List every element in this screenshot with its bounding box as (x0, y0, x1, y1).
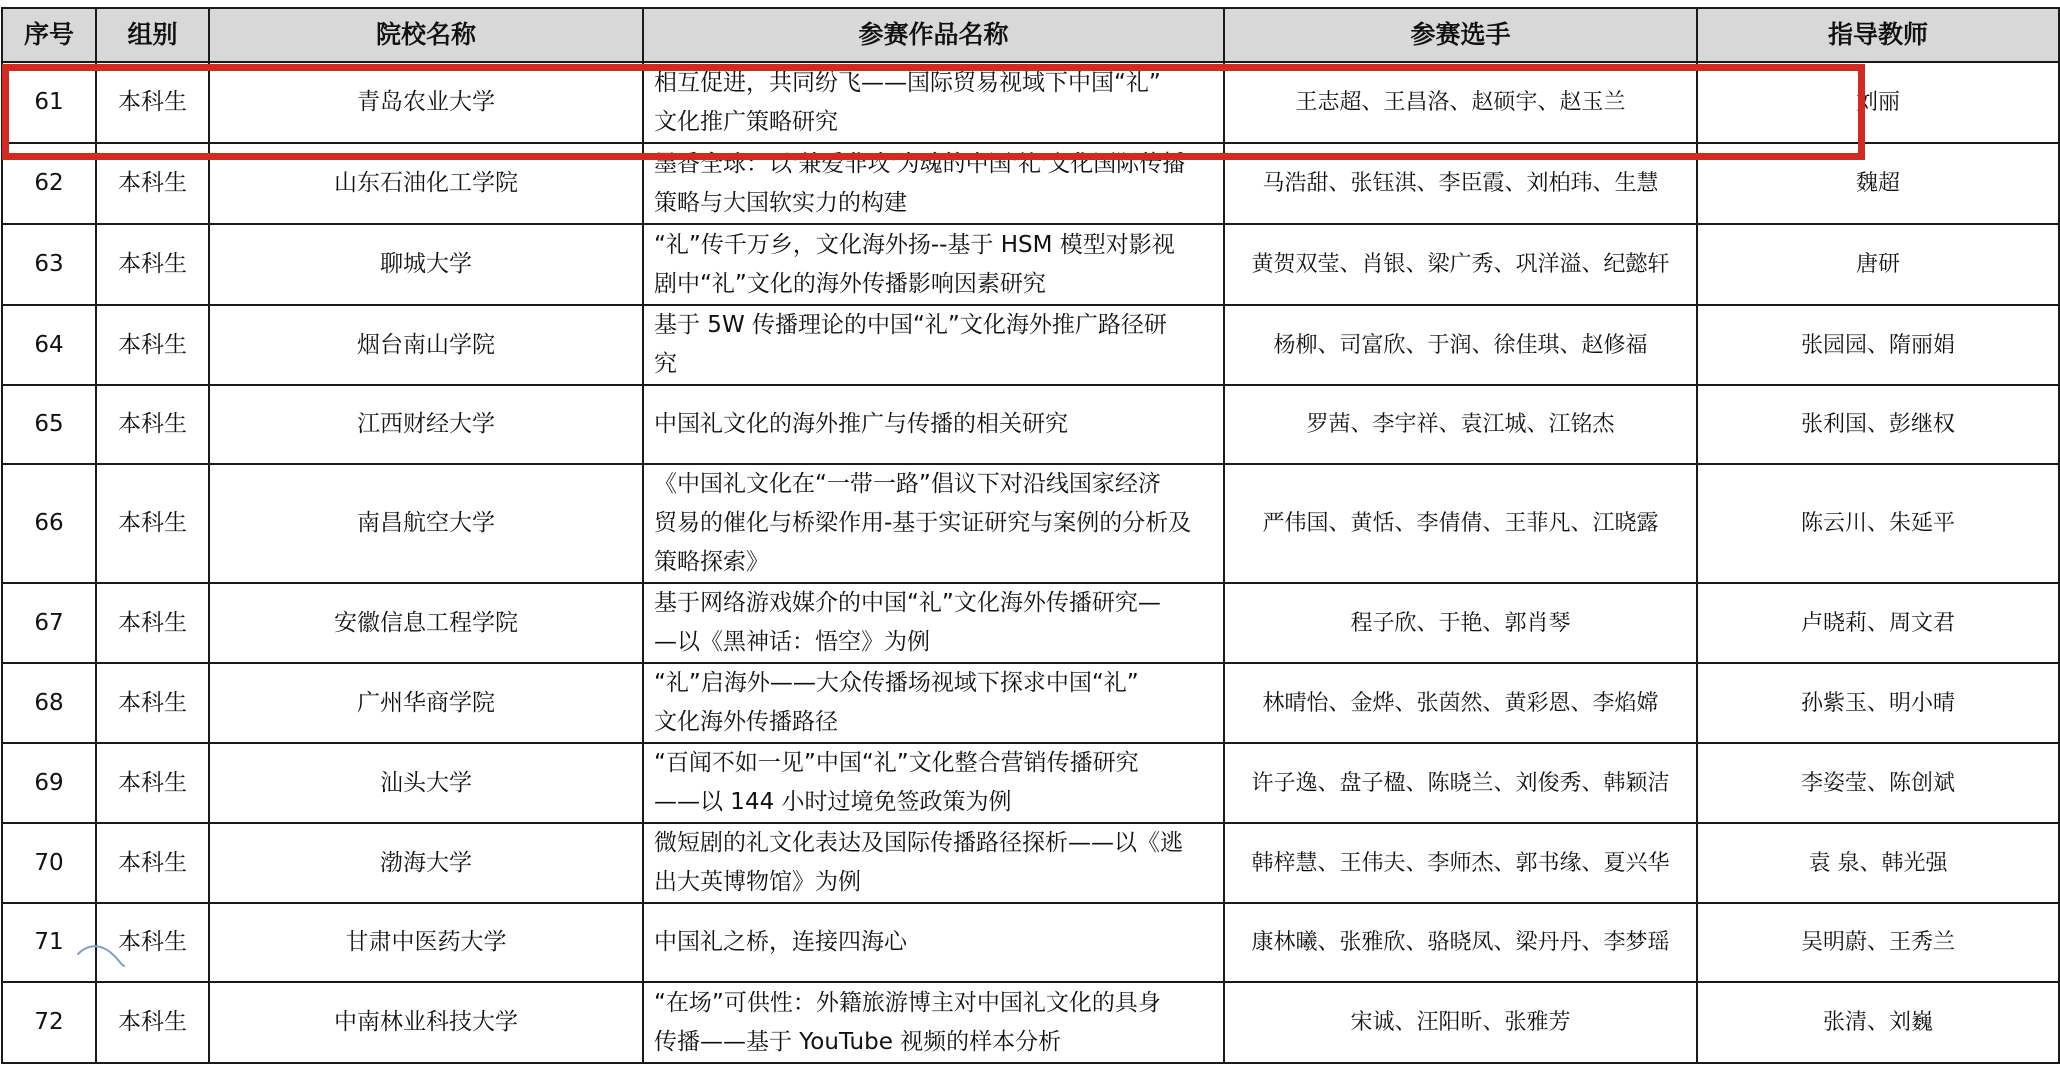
table-row (2, 143, 2059, 224)
table-row (2, 743, 2059, 823)
cell-group: 本科生 (96, 143, 209, 224)
cell-no: 63 (2, 224, 96, 305)
cell-members: 林晴怡、金烨、张茵然、黄彩恩、李焰嫦 (1224, 663, 1697, 743)
cell-no: 68 (2, 663, 96, 743)
cell-school: 聊城大学 (209, 224, 643, 305)
cell-members: 王志超、王昌洛、赵硕宇、赵玉兰 (1224, 62, 1697, 143)
cell-school: 烟台南山学院 (209, 305, 643, 385)
cell-advisor: 陈云川、朱延平 (1697, 464, 2059, 583)
cell-school: 中南林业科技大学 (209, 982, 643, 1063)
cell-no: 66 (2, 464, 96, 583)
cell-title (643, 823, 1224, 903)
cell-advisor: 张园园、隋丽娟 (1697, 305, 2059, 385)
cell-no: 67 (2, 583, 96, 663)
header-members: 参赛选手 (1224, 8, 1697, 62)
title-line: —以《黑神话：悟空》为例 (654, 629, 930, 655)
title-line: 策略探索》 (654, 549, 769, 575)
header-group: 组别 (96, 8, 209, 62)
header-school: 院校名称 (209, 8, 643, 62)
cell-group: 本科生 (96, 464, 209, 583)
header-advisor: 指导教师 (1697, 8, 2059, 62)
title-line: 传播——基于 YouTube 视频的样本分析 (654, 1028, 1062, 1055)
cell-school: 青岛农业大学 (209, 62, 643, 143)
cell-no: 69 (2, 743, 96, 823)
title-line: “礼”传千万乡，文化海外扬--基于 HSM 模型对影视 (654, 231, 1175, 258)
cell-no: 65 (2, 385, 96, 464)
table-row (2, 62, 2059, 143)
cell-advisor: 张利国、彭继权 (1697, 385, 2059, 464)
cell-group: 本科生 (96, 823, 209, 903)
cell-members: 韩梓慧、王伟夫、李师杰、郭书缘、夏兴华 (1224, 823, 1697, 903)
table-row (2, 663, 2059, 743)
cell-group: 本科生 (96, 583, 209, 663)
cell-advisor: 魏超 (1697, 143, 2059, 224)
title-line: 文化推广策略研究 (654, 108, 838, 135)
cell-group: 本科生 (96, 305, 209, 385)
cell-group: 本科生 (96, 903, 209, 982)
cell-title (643, 903, 1224, 982)
cell-title (643, 385, 1224, 464)
table-row (2, 224, 2059, 305)
cell-title (643, 464, 1224, 583)
title-line: 微短剧的礼文化表达及国际传播路径探析——以《逃 (654, 830, 1183, 856)
title-line: 相互促进，共同纷飞——国际贸易视域下中国“礼” (654, 69, 1161, 96)
title-line: 墨香全球：以'兼爱非攻'为魂的中国'礼'文化国际传播 (654, 150, 1186, 177)
cell-members: 黄贺双莹、肖银、梁广秀、巩洋溢、纪懿轩 (1224, 224, 1697, 305)
cell-group: 本科生 (96, 663, 209, 743)
cell-advisor: 袁 泉、韩光强 (1697, 823, 2059, 903)
cell-members: 程子欣、于艳、郭肖琴 (1224, 583, 1697, 663)
table-row (2, 982, 2059, 1063)
cell-group: 本科生 (96, 982, 209, 1063)
table-row (2, 305, 2059, 385)
cell-school: 江西财经大学 (209, 385, 643, 464)
title-line: “百闻不如一见”中国“礼”文化整合营销传播研究 (654, 750, 1139, 776)
title-line: 剧中“礼”文化的海外传播影响因素研究 (654, 270, 1046, 297)
table-row (2, 464, 2059, 583)
cell-title (643, 663, 1224, 743)
table-row (2, 823, 2059, 903)
title-line: 《中国礼文化在“一带一路”倡议下对沿线国家经济 (654, 471, 1161, 497)
cell-members: 罗茜、李宇祥、袁江城、江铭杰 (1224, 385, 1697, 464)
title-line: ——以 144 小时过境免签政策为例 (654, 789, 1012, 815)
cell-title (643, 982, 1224, 1063)
cell-advisor: 吴明蔚、王秀兰 (1697, 903, 2059, 982)
cell-members: 康林曦、张雅欣、骆晓凤、梁丹丹、李梦瑶 (1224, 903, 1697, 982)
title-line: 中国礼文化的海外推广与传播的相关研究 (654, 411, 1068, 437)
cell-school: 渤海大学 (209, 823, 643, 903)
cell-no: 62 (2, 143, 96, 224)
cell-title (643, 224, 1224, 305)
title-line: 究 (654, 351, 677, 377)
cell-title (643, 743, 1224, 823)
table-header (2, 8, 2059, 62)
header-no: 序号 (2, 8, 96, 62)
cell-title (643, 62, 1224, 143)
cell-no: 71 (2, 903, 96, 982)
cell-no: 72 (2, 982, 96, 1063)
cell-advisor: 刘丽 (1697, 62, 2059, 143)
title-line: 文化海外传播路径 (654, 709, 838, 735)
cell-advisor: 李姿莹、陈创斌 (1697, 743, 2059, 823)
title-line: “在场”可供性：外籍旅游博主对中国礼文化的具身 (654, 989, 1161, 1016)
title-line: 中国礼之桥，连接四海心 (654, 929, 907, 955)
cell-school: 安徽信息工程学院 (209, 583, 643, 663)
cell-advisor: 孙紫玉、明小晴 (1697, 663, 2059, 743)
cell-group: 本科生 (96, 385, 209, 464)
cell-school: 南昌航空大学 (209, 464, 643, 583)
title-line: 基于 5W 传播理论的中国“礼”文化海外推广路径研 (654, 312, 1167, 338)
cell-members: 杨柳、司富欣、于润、徐佳琪、赵修福 (1224, 305, 1697, 385)
cell-group: 本科生 (96, 743, 209, 823)
cell-members: 许子逸、盘子楹、陈晓兰、刘俊秀、韩颖洁 (1224, 743, 1697, 823)
cell-school: 甘肃中医药大学 (209, 903, 643, 982)
header-row (2, 8, 2059, 62)
cell-title (643, 305, 1224, 385)
title-line: 策略与大国软实力的构建 (654, 189, 907, 216)
cell-no: 61 (2, 62, 96, 143)
cell-members: 严伟国、黄恬、李倩倩、王菲凡、江晓露 (1224, 464, 1697, 583)
cell-advisor: 张清、刘巍 (1697, 982, 2059, 1063)
cell-members: 马浩甜、张钰淇、李臣霞、刘柏玮、生慧 (1224, 143, 1697, 224)
cell-title (643, 583, 1224, 663)
cell-no: 70 (2, 823, 96, 903)
title-line: 贸易的催化与桥梁作用-基于实证研究与案例的分析及 (654, 510, 1192, 536)
title-line: “礼”启海外——大众传播场视域下探求中国“礼” (654, 670, 1139, 696)
title-line: 出大英博物馆》为例 (654, 869, 861, 895)
cell-advisor: 唐研 (1697, 224, 2059, 305)
table-row (2, 385, 2059, 464)
table-row (2, 903, 2059, 982)
cell-school: 汕头大学 (209, 743, 643, 823)
header-title: 参赛作品名称 (643, 8, 1224, 62)
cell-no: 64 (2, 305, 96, 385)
cell-group: 本科生 (96, 62, 209, 143)
cell-advisor: 卢晓莉、周文君 (1697, 583, 2059, 663)
cell-members: 宋诚、汪阳昕、张雅芳 (1224, 982, 1697, 1063)
table-body (2, 62, 2059, 1063)
cell-title (643, 143, 1224, 224)
title-line: 基于网络游戏媒介的中国“礼”文化海外传播研究— (654, 590, 1161, 616)
cell-school: 广州华商学院 (209, 663, 643, 743)
award-list-table (1, 7, 2060, 1064)
table-row (2, 583, 2059, 663)
cell-school: 山东石油化工学院 (209, 143, 643, 224)
cell-group: 本科生 (96, 224, 209, 305)
